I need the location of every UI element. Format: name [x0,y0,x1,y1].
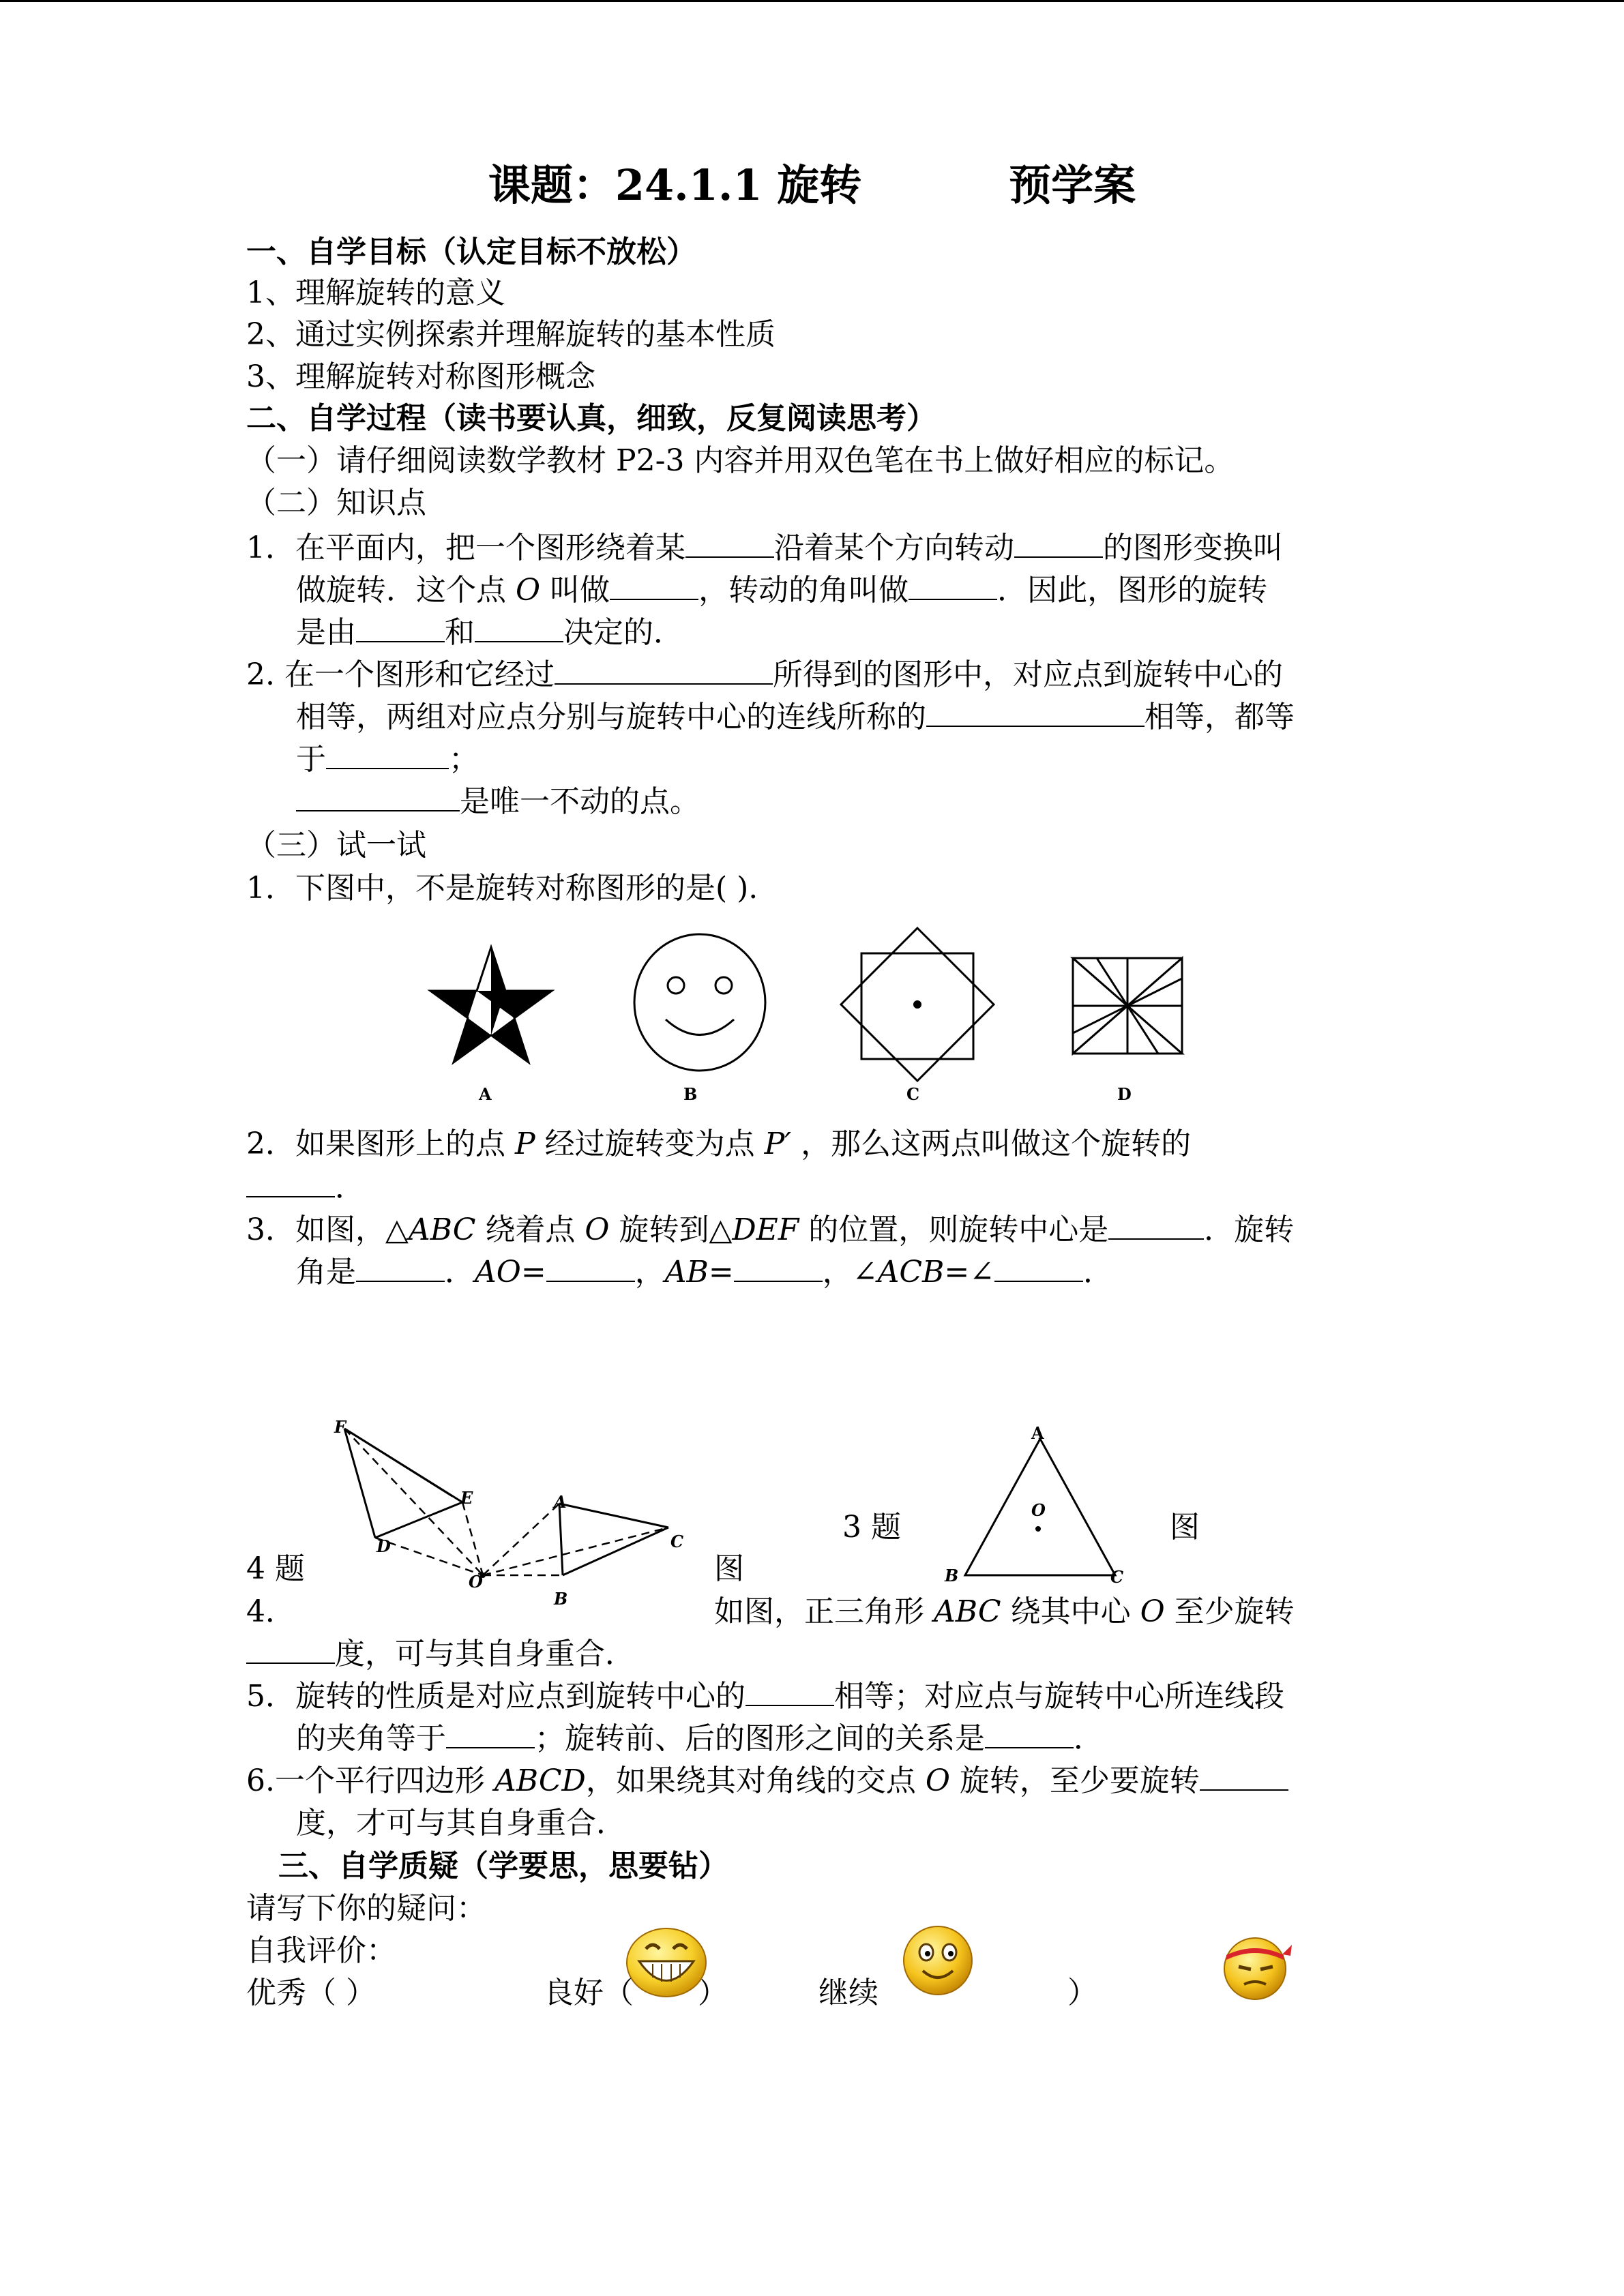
self-evaluation: 自我评价： [246,1933,396,1968]
question-4-line2: 度，可与其自身重合． [246,1635,635,1674]
triangle-label-o: O [1031,1500,1046,1520]
blank[interactable] [1108,1211,1204,1240]
blank[interactable] [356,1253,445,1282]
figure-a-star [423,944,559,1073]
sub-read: （一）请仔细阅读数学教材 P2-3 内容并用双色笔在书上做好相应的标记。 [246,443,1235,478]
triangle-label-a: A [1031,1423,1044,1443]
rating-continue-close: ） [1067,1976,1097,2010]
laughing-face-icon [622,1922,711,2000]
knowledge-1-line2: 做旋转．这个点 O 叫做 ，转动的角叫做 ．因此，图形的旋转 [296,573,1268,608]
question-3-line1: 3．如图，△ABC 绕着点 O 旋转到△DEF 的位置，则旋转中心是 ．旋转 [246,1212,1295,1247]
caption-4-b: 图 [714,1551,744,1586]
knowledge-2-line3: 于 ； [296,742,479,777]
diagram-label-b: B [554,1589,568,1609]
question-6-line2: 度，才可与其自身重合． [296,1806,626,1840]
section2-heading: 二、自学过程（读书要认真，细致，反复阅读思考） [246,401,936,436]
smiling-face-icon [899,1922,977,2000]
blank[interactable] [475,614,563,642]
figure-equilateral-triangle [962,1432,1132,1582]
blank[interactable] [909,571,997,600]
figure-label-a: A [479,1084,492,1104]
blank[interactable] [546,1253,635,1282]
sub-knowledge: （二）知识点 [246,486,426,520]
blank[interactable] [610,571,698,600]
blank[interactable] [1200,1762,1288,1791]
sub-try: （三）试一试 [246,828,426,863]
knowledge-2-line1: 2. 在一个图形和它经过 所得到的图形中，对应点到旋转中心的 [246,657,1283,692]
rating-good[interactable]: 良好（ [544,1976,634,2010]
knowledge-1-line1: 1．在平面内，把一个图形绕着某 沿着某个方向转动 的图形变换叫 [246,531,1283,565]
figure-rotation-diagram [334,1418,689,1596]
blank[interactable] [745,1678,834,1706]
blank[interactable] [555,656,773,685]
rating-continue[interactable]: 继续 [818,1976,879,2010]
rating-excellent[interactable]: 优秀（ ） [246,1976,376,2010]
diagram-label-o: O [469,1572,483,1592]
blank[interactable] [356,614,445,642]
figure-d-pinwheel [1069,955,1185,1057]
knowledge-2-line4: 是唯一不动的点。 [296,782,700,822]
blank[interactable] [994,1253,1083,1282]
blank[interactable] [446,1720,535,1748]
caption-4-a: 4 题 [246,1551,305,1586]
section3-heading: 三、自学质疑（学要思，思要钻） [278,1849,728,1883]
blank[interactable] [296,783,460,811]
diagram-label-d: D [377,1536,391,1556]
question-5-line1: 5．旋转的性质是对应点到旋转中心的 相等；对应点与旋转中心所连线段 [246,1679,1284,1714]
diagram-label-e: E [460,1488,473,1508]
diagram-label-a: A [554,1492,567,1512]
question-1: 1．下图中，不是旋转对称图形的是( ). [246,871,758,906]
goal-3: 3、理解旋转对称图形概念 [246,359,595,394]
figure-c-squares [839,926,996,1083]
question-2-line2: ． [246,1168,365,1208]
page-top-border [0,0,1624,2]
caption-3-b: 图 [1170,1510,1200,1545]
rating-good-close: ） [698,1976,728,2010]
caption-3-a: 3 题 [842,1510,901,1545]
section1-heading: 一、自学目标（认定目标不放松） [246,235,696,269]
goal-2: 2、通过实例探索并理解旋转的基本性质 [246,317,776,352]
question-5-line2: 的夹角等于 ；旋转前、后的图形之间的关系是 ． [296,1721,1104,1756]
triangle-label-c: C [1110,1567,1124,1587]
write-questions: 请写下你的疑问： [246,1891,486,1926]
figure-label-c: C [906,1084,920,1104]
figure-b-smiley [632,931,768,1074]
determined-face-icon [1220,1931,1295,2003]
diagram-label-c: C [670,1532,684,1551]
blank[interactable] [326,741,449,769]
question-2-line1: 2．如果图形上的点 P 经过旋转变为点 P′ ，那么这两点叫做这个旋转的 [246,1127,1192,1161]
figure-label-b: B [683,1084,698,1104]
blank[interactable] [926,698,1145,727]
blank[interactable] [685,529,774,558]
blank[interactable] [734,1253,823,1282]
question-6-line1: 6.一个平行四边形 ABCD，如果绕其对角线的交点 O 旋转，至少要旋转 [246,1761,1288,1801]
question-4-num: 4． [246,1594,295,1629]
figure-label-d: D [1117,1084,1132,1104]
question-4-line1: 如图，正三角形 ABC 绕其中心 O 至少旋转 [714,1594,1295,1629]
diagram-label-f: F [334,1417,346,1437]
triangle-label-b: B [945,1566,959,1585]
knowledge-1-line3: 是由 和 决定的． [296,615,683,650]
page-title: 课题：24.1.1 旋转 预学案 [488,160,1136,210]
goal-1: 1、理解旋转的意义 [246,275,505,310]
blank[interactable] [246,1169,335,1197]
blank[interactable] [1014,529,1103,558]
question-3-line2: 角是 ．AO= ，AB= ，∠ACB=∠ ． [296,1255,1114,1289]
knowledge-2-line2: 相等，两组对应点分别与旋转中心的连线所称的 相等，都等 [296,700,1295,734]
blank[interactable] [246,1635,335,1664]
blank[interactable] [985,1720,1074,1748]
